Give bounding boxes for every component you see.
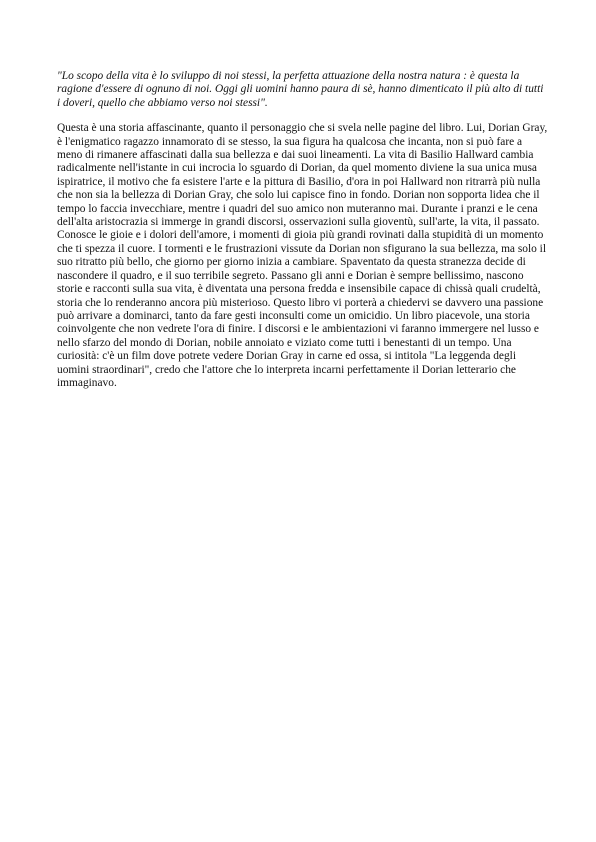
quote-paragraph: "Lo scopo della vita è lo sviluppo di noi stessi, la perfetta attuazione della nostra natura : è questa la ragione d'essere di ognuno di noi. Oggi gli uomini hanno paura di sè, hanno dimenticato il più alto di tutti i doveri, quello che abbiamo verso noi stessi".: [57, 70, 544, 109]
document-page: [57, 70, 549, 390]
review-paragraph: Questa è una storia affascinante, quanto il personaggio che si svela nelle pagine del libro. Lui, Dorian Gray, è l'enigmatico ragazzo innamorato di se stesso, la sua figura ha qualcosa che incanta, non si può fare a meno di rimanere affascinati dalla sua bellezza e dai suoi lineamenti. La vita di Basilio Hallward cambia radicalmente nell'istante in cui incrocia lo sguardo di Dorian, da quel momento diviene la sua unica musa ispiratrice, il motivo che fa esistere l'arte e la pittura di Basilio, d'ora in poi Hallward non ritrarrà più nulla che non sia la bellezza di Dorian Gray, che solo lui capisce fino in fondo. Dorian non sopporta lidea che il tempo lo faccia invecchiare, mentre i quadri del suo amico non muteranno mai. Durante i pranzi e le cena dell'alta aristocrazia si immerge in grandi discorsi, osservazioni sulla gioventù, sull'arte, la vita, il passato. Conosce le gioie e i dolori dell'amore, i momenti di gioia più grandi rovinati dalla stupidità di un momento che ti spezza il cuore. I tormenti e le frustrazioni vissute da Dorian non sfigurano la sua bellezza, ma solo il suo ritratto più bello, che giorno per giorno inizia a cambiare. Spaventato da questa stranezza decide di nascondere il quadro, e il suo terribile segreto. Passano gli anni e Dorian è sempre bellissimo, nascono storie e racconti sulla sua vita, è diventata una persona fredda e insensibile capace di chissà quali crudeltà, storia che lo renderanno ancora più misterioso. Questo libro vi porterà a chiedervi se davvero una passione può arrivare a dominarci, tanto da fare gesti inconsulti come un omicidio. Un libro piacevole, una storia coinvolgente che non vedrete l'ora di finire. I discorsi e le ambientazioni vi faranno immergere nel lusso e nello sfarzo del mondo di Dorian, nobile annoiato e viziato come tutti i benestanti di un tempo. Una curiosità: c'è un film dove potrete vedere Dorian Gray in carne ed ossa, si intitola "La leggenda degli uomini straordinari", credo che l'attore che lo interpreta incarni perfettamente il Dorian letterario che immaginavo.: [57, 122, 548, 389]
